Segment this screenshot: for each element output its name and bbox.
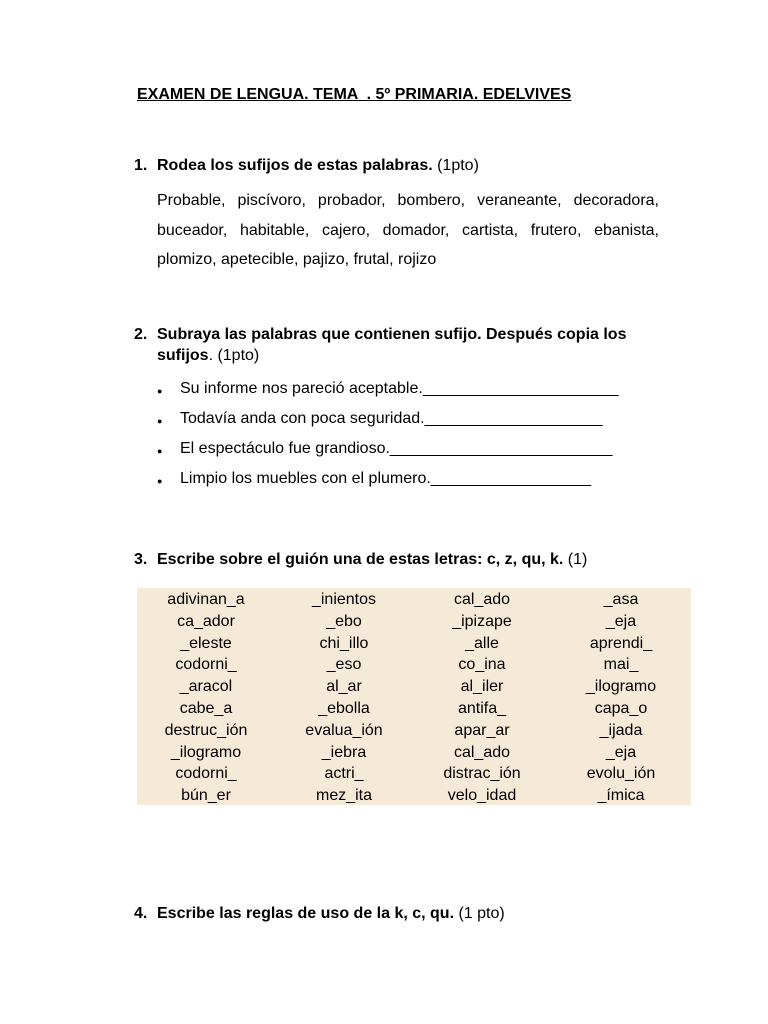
sentence-text: El espectáculo fue grandioso._________________________ xyxy=(180,440,613,457)
table-cell: codorni_ xyxy=(175,765,237,783)
table-cell: _ilogramo xyxy=(170,743,242,761)
table-cell: evalua_ión xyxy=(305,721,383,739)
table-cell: actri_ xyxy=(324,765,364,783)
question-2-prompt: Subraya las palabras que contienen sufijo. Después copia los sufijos xyxy=(157,326,627,364)
table-cell: destruc_ión xyxy=(164,721,248,739)
exam-title: EXAMEN DE LENGUA. TEMA . 5º PRIMARIA. EDELVIVES xyxy=(137,86,572,103)
question-1-number: 1. xyxy=(134,157,148,174)
question-1-points: (1pto) xyxy=(432,157,479,174)
table-cell: _eja xyxy=(605,743,637,761)
table-cell: cabe_a xyxy=(179,699,233,717)
question-1-prompt: Rodea los sufijos de estas palabras. xyxy=(157,157,433,174)
table-cell: _ímica xyxy=(597,787,645,805)
table-cell: chi_illo xyxy=(319,634,369,652)
question-1-text xyxy=(157,155,677,176)
table-cell: _ebolla xyxy=(318,699,370,717)
table-column-1 xyxy=(137,589,275,807)
question-4-number: 4. xyxy=(134,905,148,922)
table-column-2 xyxy=(275,589,413,807)
question-3-text xyxy=(157,549,677,570)
bullet-icon: ● xyxy=(157,386,163,396)
table-cell: al_iler xyxy=(460,678,504,696)
question-2-number: 2. xyxy=(134,326,148,343)
table-cell: _eja xyxy=(605,612,637,630)
question-2-text xyxy=(157,324,677,366)
table-cell: _aracol xyxy=(179,678,233,696)
bullet-icon: ● xyxy=(157,446,163,456)
table-cell: mai_ xyxy=(603,656,639,674)
table-cell: _ebo xyxy=(326,612,362,630)
table-cell: mez_ita xyxy=(315,787,373,805)
table-cell: velo_idad xyxy=(447,787,517,805)
table-cell: _eso xyxy=(326,656,362,674)
table-cell: _alle xyxy=(465,634,499,652)
table-cell: ca_ador xyxy=(177,612,235,630)
question-4-text xyxy=(157,903,677,924)
bullet-icon: ● xyxy=(157,476,163,486)
table-cell: apar_ar xyxy=(454,721,510,739)
table-cell: bún_er xyxy=(181,787,231,805)
table-cell: _iebra xyxy=(321,743,367,761)
table-column-3 xyxy=(413,589,551,807)
question-2-points: . (1pto) xyxy=(208,347,260,364)
table-cell: capa_o xyxy=(594,699,648,717)
table-cell: _asa xyxy=(603,591,639,608)
table-cell: distrac_ión xyxy=(443,765,521,783)
table-cell: _ijada xyxy=(599,721,643,739)
bullet-icon: ● xyxy=(157,416,163,426)
letters-table xyxy=(137,588,691,805)
question-3-points: (1) xyxy=(563,551,588,568)
table-cell: cal_ado xyxy=(453,591,511,608)
question-3-number: 3. xyxy=(134,551,148,568)
sentence-text: Limpio los muebles con el plumero.__________________ xyxy=(180,470,591,487)
sentence-text: Su informe nos pareció aceptable.______________________ xyxy=(180,380,619,397)
table-cell: _ilogramo xyxy=(585,678,657,696)
question-3-prompt: Escribe sobre el guión una de estas letras: c, z, qu, k. xyxy=(157,551,564,568)
suffix-word-list: Probable, piscívoro, probador, bombero, veraneante, decoradora, buceador, habitable, cajero, domador, cartista, frutero, ebanista, plomizo, apetecible, pajizo, frutal, rojizo xyxy=(157,192,659,268)
table-cell: cal_ado xyxy=(453,743,511,761)
table-cell: evolu_ión xyxy=(586,765,656,783)
table-column-4 xyxy=(552,589,690,807)
table-cell: adivinan_a xyxy=(167,591,245,608)
table-cell: aprendi_ xyxy=(589,634,653,652)
table-cell: _eleste xyxy=(180,634,232,652)
question-4-prompt: Escribe las reglas de uso de la k, c, qu. xyxy=(157,905,455,922)
table-cell: antifa_ xyxy=(457,699,507,717)
table-cell: al_ar xyxy=(326,678,362,696)
table-cell: codorni_ xyxy=(175,656,237,674)
table-cell: co_ina xyxy=(458,656,506,674)
table-cell: _ipizape xyxy=(452,612,512,630)
sentence-text: Todavía anda con poca seguridad.____________________ xyxy=(180,410,603,427)
question-4-points: (1 pto) xyxy=(454,905,505,922)
table-cell: _inientos xyxy=(311,591,377,608)
